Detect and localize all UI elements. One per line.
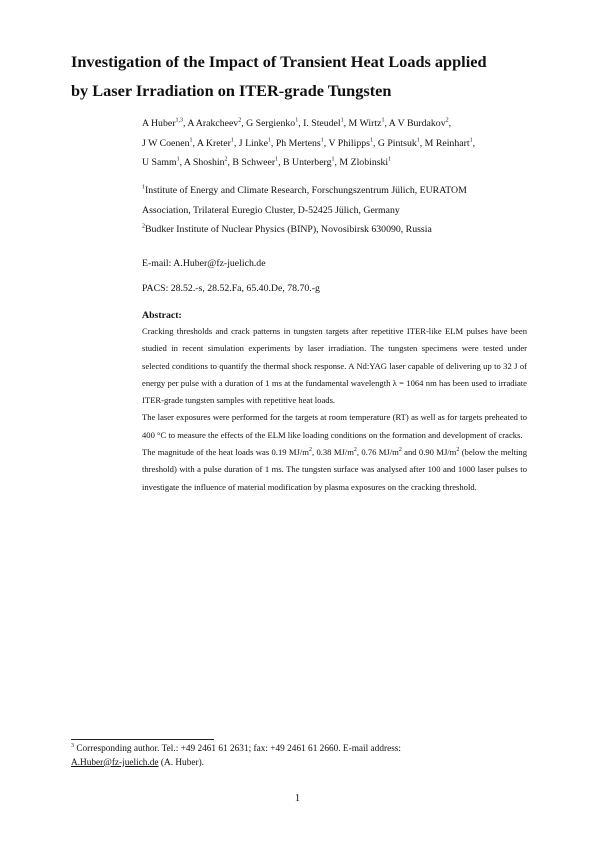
footnote-tail: (A. Huber). [158,757,204,768]
unit-exponent: 2 [456,447,460,454]
affiliation-mark: 1 [142,184,145,191]
author: , A Kreter [192,137,231,149]
author: , M Zlobinski [334,157,389,168]
author: , V Philipps [323,137,370,149]
abstract-paragraph-2: The laser exposures were performed for the targets at room temperature (RT) as well as for targets preheated to 400 °C to measure the effects of the ELM like loading conditions on the formation and development of cracks. [142,412,527,440]
abstract-text: , 0.38 MJ/m [311,447,354,458]
author-affiliation-mark: 1 [469,137,473,144]
author-affiliation-mark: 1 [388,156,392,163]
author-affiliation-mark: 1 [230,137,234,144]
author-affiliation-mark: 1 [416,137,420,144]
author-affiliation-mark: 1 [381,117,385,124]
author-affiliation-mark: 1,3 [175,117,183,124]
footnote-divider [71,739,214,740]
author: , G Sergienko [241,118,296,129]
author-affiliation-mark: 1 [295,117,299,124]
author: J W Coenen [142,137,190,149]
title-line-1: Investigation of the Impact of Transient Heat Loads applied [71,52,487,71]
author-affiliation-mark: 1 [331,156,335,163]
page-number: 1 [294,793,301,804]
abstract-paragraph-1: Cracking thresholds and crack patterns in tungsten targets after repetitive ITER-like ELM pulses have been studied in recent simulation experiments by laser irradiation. The tungsten specimens were tested under selected conditions to quantify the thermal shock response. A Nd:YAG laser capable of delivering up to 32 J of energy per pulse with a duration of 1 ms at the fundamental wavelength λ = 1064 nm has been used to irradiate ITER-grade tungsten samples with repetitive heat loads. [142,326,527,406]
author-separator: , [472,137,476,149]
author-affiliation-mark: 2 [238,117,242,124]
author-affiliation-mark: 1 [267,137,271,144]
author: , J Linke [233,137,268,149]
contact-email: E-mail: A.Huber@fz-juelich.de [142,258,266,269]
title-line-2: by Laser Irradiation on ITER-grade Tungsten [71,81,392,100]
author: , I. Steudel [298,118,341,129]
affiliation-2-line-1: Budker Institute of Nuclear Physics (BINP), Novosibirsk 630090, Russia [145,224,432,235]
author-affiliation-mark: 1 [320,137,324,144]
abstract-text: The magnitude of the heat loads was 0.19 MJ/m [142,447,309,458]
author-affiliation-mark: 1 [189,137,193,144]
footnote-mark: 3 [71,742,74,749]
author-list [142,114,527,173]
author: , A Arakcheev [182,118,239,129]
abstract-paragraph-3 [142,444,527,496]
unit-exponent: 2 [353,447,357,454]
author: , Ph Mertens [270,137,321,149]
author-affiliation-mark: 2 [445,117,449,124]
footnote-text: Corresponding author. Tel.: +49 2461 61 2631; fax: +49 2461 61 2660. E-mail address: [74,744,402,754]
footnote-email-link[interactable]: A.Huber@fz-juelich.de [71,757,159,768]
author: , B Unterberg [278,157,332,168]
author-separator: , [448,118,452,129]
pacs-codes: PACS: 28.52.-s, 28.52.Fa, 65.40.De, 78.70.-g [142,283,320,294]
author: , G Pintsuk [372,137,417,149]
unit-exponent: 2 [398,447,402,454]
author: , A Shoshin [179,157,225,168]
abstract-text: and 0.90 MJ/m [401,447,457,458]
author: U Samm [142,157,177,168]
abstract-body [142,323,527,496]
author: , A V Burdakov [384,118,446,129]
author: , M Reinhart [419,137,470,149]
author-affiliation-mark: 1 [369,137,373,144]
author: , M Wirtz [343,118,382,129]
author: A Huber [142,118,176,129]
unit-exponent: 2 [308,447,312,454]
footnote [71,743,511,770]
affiliation-1-line-1: Institute of Energy and Climate Research, Forschungszentrum Jülich, EURATOM [145,185,467,196]
affiliation-list [142,181,527,240]
abstract-heading: Abstract: [142,310,182,321]
author-affiliation-mark: 1 [340,117,344,124]
author-affiliation-mark: 2 [224,156,228,163]
author: , B Schweer [227,157,276,168]
author-affiliation-mark: 1 [275,156,279,163]
abstract-text: (below the melting threshold) with a pulse duration of 1 ms. The tungsten surface was analysed after 100 and 1000 laser pulses to investigate the influence of material modification by plasma exposures on the cracking threshold. [142,447,528,492]
abstract-text: , 0.76 MJ/m [356,447,399,458]
affiliation-mark: 2 [142,223,145,230]
author-affiliation-mark: 1 [176,156,180,163]
affiliation-1-line-2: Association, Trilateral Euregio Cluster, D-52425 Jülich, Germany [142,204,400,216]
paper-title [71,47,541,105]
